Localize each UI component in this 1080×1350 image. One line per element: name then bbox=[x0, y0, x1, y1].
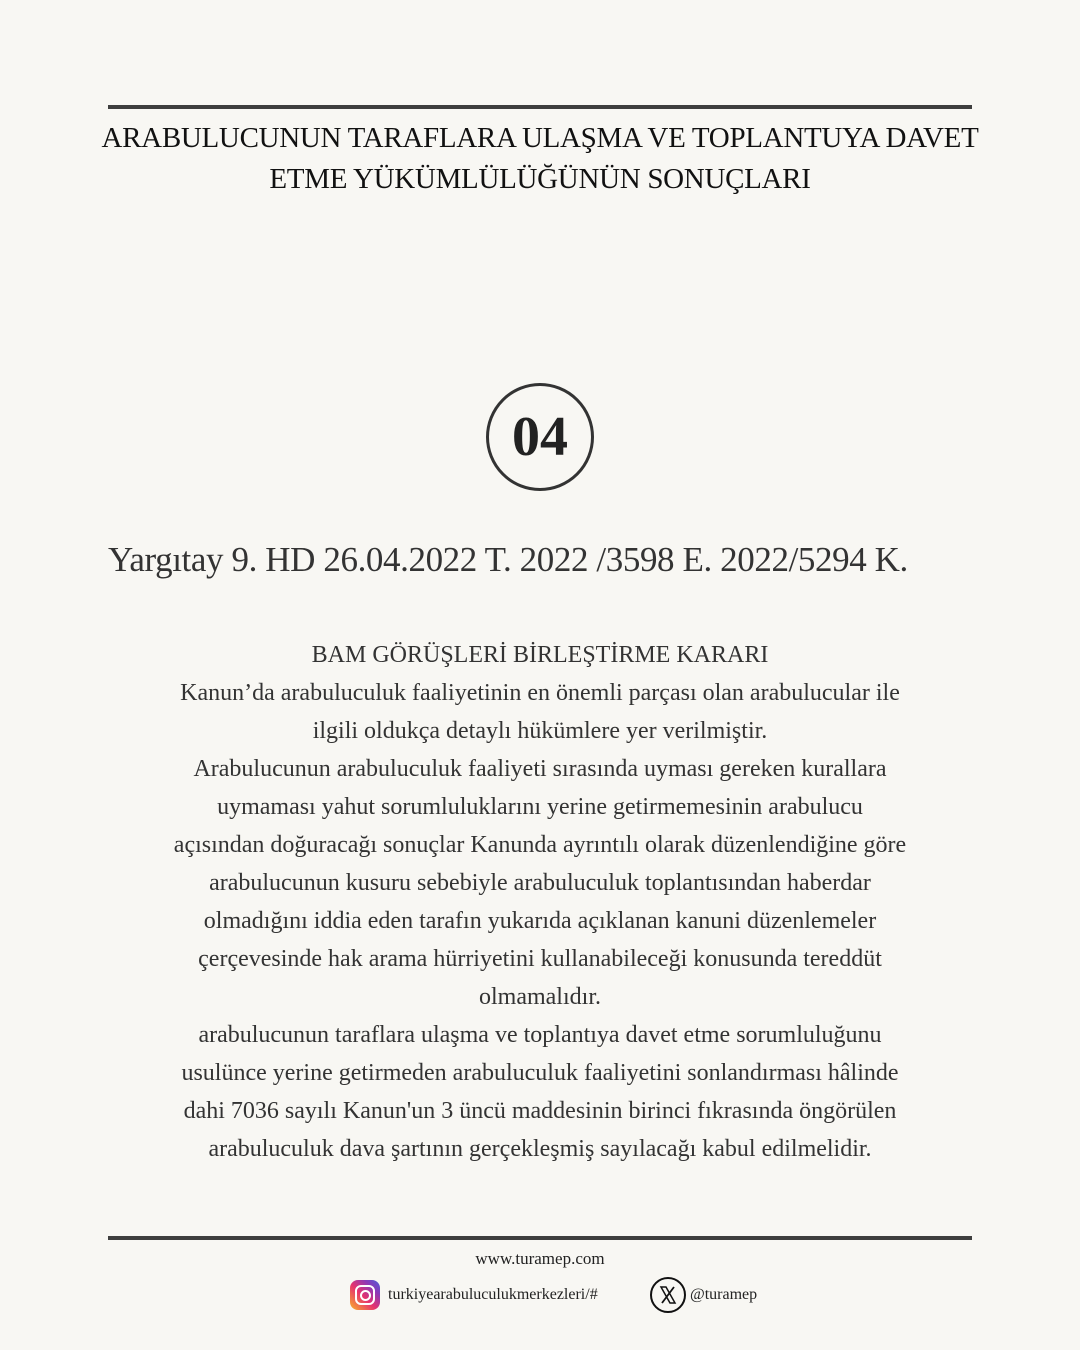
body-line: dahi 7036 sayılı Kanun'un 3 üncü maddesinin birinci fıkrasında öngörülen bbox=[183, 1098, 897, 1124]
body-heading: BAM GÖRÜŞLERİ BİRLEŞTİRME KARARI bbox=[311, 642, 769, 668]
x-icon bbox=[650, 1277, 686, 1313]
body-line: Kanun’da arabuluculuk faaliyetinin en önemli parçası olan arabulucular ile bbox=[180, 680, 900, 706]
body-line: uymaması yahut sorumluluklarını yerine getirmemesinin arabulucu bbox=[217, 794, 863, 820]
top-divider bbox=[108, 105, 972, 109]
body-line: arabuluculuk dava şartının gerçekleşmiş sayılacağı kabul edilmelidir. bbox=[208, 1136, 872, 1162]
number-badge: 04 bbox=[486, 383, 594, 491]
x-handle: @turamep bbox=[690, 1286, 758, 1303]
body-line: Arabulucunun arabuluculuk faaliyeti sırasında uyması gereken kurallara bbox=[193, 756, 887, 782]
body-line: açısından doğuracağı sonuçlar Kanunda ayrıntılı olarak düzenlendiğine göre bbox=[173, 832, 907, 858]
body-line: arabulucunun kusuru sebebiyle arabuluculuk toplantısından haberdar bbox=[209, 870, 871, 896]
body-line: usulünce yerine getirmeden arabuluculuk faaliyetini sonlandırması hâlinde bbox=[181, 1060, 899, 1086]
website-link[interactable]: www.turamep.com bbox=[475, 1249, 605, 1268]
body-line: çerçevesinde hak arama hürriyetini kullanabileceği konusunda tereddüt bbox=[198, 946, 882, 972]
instagram-icon bbox=[350, 1280, 380, 1310]
instagram-handle: turkiyearabuluculukmerkezleri/# bbox=[388, 1286, 598, 1303]
body-text bbox=[0, 636, 1080, 1168]
body-line: olmadığını iddia eden tarafın yukarıda açıklanan kanuni düzenlemeler bbox=[203, 908, 877, 934]
page-title bbox=[0, 118, 1080, 200]
title-line: ARABULUCUNUN TARAFLARA ULAŞMA VE TOPLANTUYA DAVET bbox=[101, 122, 979, 154]
body-line: arabulucunun taraflara ulaşma ve toplantıya davet etme sorumluluğunu bbox=[198, 1022, 882, 1048]
body-line: ilgili oldukça detaylı hükümlere yer verilmiştir. bbox=[312, 718, 768, 744]
x-link[interactable] bbox=[650, 1277, 757, 1313]
body-line: olmamalıdır. bbox=[479, 984, 601, 1010]
instagram-link[interactable] bbox=[350, 1280, 598, 1310]
bottom-divider bbox=[108, 1236, 972, 1240]
title-line: ETME YÜKÜMLÜLÜĞÜNÜN SONUÇLARI bbox=[269, 163, 811, 195]
citation: Yargıtay 9. HD 26.04.2022 T. 2022 /3598 E. 2022/5294 K. bbox=[108, 540, 908, 579]
